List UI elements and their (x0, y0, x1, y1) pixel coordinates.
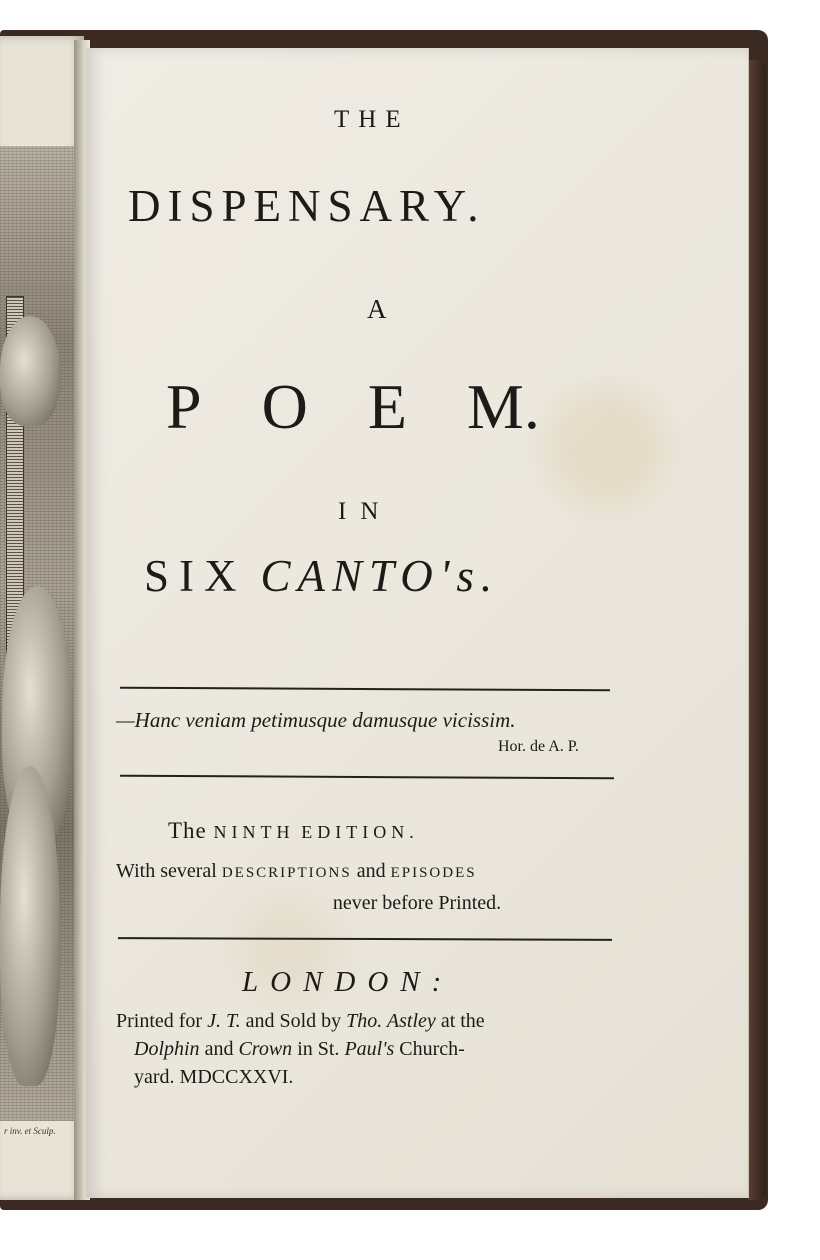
book-cover-edge (748, 60, 766, 1200)
frontispiece-engraving (0, 146, 76, 1121)
poem-letter: P (166, 371, 202, 442)
edition-the: The (168, 818, 207, 843)
poem-letter: O (261, 371, 308, 442)
imprint-and: and (204, 1038, 234, 1060)
description-line-1 (116, 860, 477, 883)
descr-with: With several (116, 860, 217, 882)
descr-descriptions: DESCRIPTIONS (221, 865, 352, 881)
imprint-jt: J. T. (207, 1010, 241, 1032)
title-the: THE (334, 106, 410, 133)
title-poem (166, 370, 540, 444)
imprint-crown: Crown (238, 1038, 293, 1060)
description-line-2: never before Printed. (332, 892, 502, 914)
imprint-place: LONDON: (242, 966, 454, 998)
title-a: A (367, 294, 387, 324)
imprint-astley: Tho. Astley (346, 1010, 436, 1032)
edition-line (168, 818, 419, 844)
descr-episodes: EPISODES (390, 865, 477, 881)
imprint-dolphin: Dolphin (134, 1038, 200, 1060)
edition-ninth: NINTH (213, 822, 295, 842)
engraving-cherub (0, 316, 60, 426)
top-rule (120, 687, 610, 692)
imprint-line-2 (134, 1038, 465, 1061)
motto: —Hanc veniam petimusque damusque vicissim. (116, 708, 516, 732)
title-cantos: CANTO's. (260, 551, 500, 601)
imprint-line-1 (116, 1010, 485, 1033)
engraving-caption: r inv. et Sculp. (4, 1126, 56, 1136)
descr-and: and (356, 860, 386, 882)
imprint-pauls: Paul's (344, 1038, 395, 1060)
imprint-church: Church- (399, 1038, 465, 1060)
imprint-line-3: yard. MDCCXXVI. (134, 1066, 294, 1088)
title-page (86, 48, 748, 1198)
edition-word: EDITION. (301, 822, 419, 842)
engraving-figure-seated (0, 766, 60, 1086)
motto-source: Hor. de A. P. (498, 738, 579, 755)
middle-rule (120, 775, 614, 780)
imprint-at-the: at the (440, 1010, 485, 1032)
imprint-sold-by: and Sold by (245, 1010, 342, 1032)
title-in: IN (338, 498, 393, 525)
bottom-rule (118, 937, 612, 941)
frontispiece-page (0, 36, 84, 1200)
poem-letter: M. (466, 371, 540, 442)
poem-letter: E (367, 371, 407, 442)
imprint-in-st: in St. (297, 1038, 340, 1060)
title-six: SIX (144, 551, 247, 601)
title-six-cantos (144, 550, 499, 602)
title-main: DISPENSARY. (128, 181, 486, 231)
imprint-printed-for: Printed for (116, 1010, 203, 1032)
